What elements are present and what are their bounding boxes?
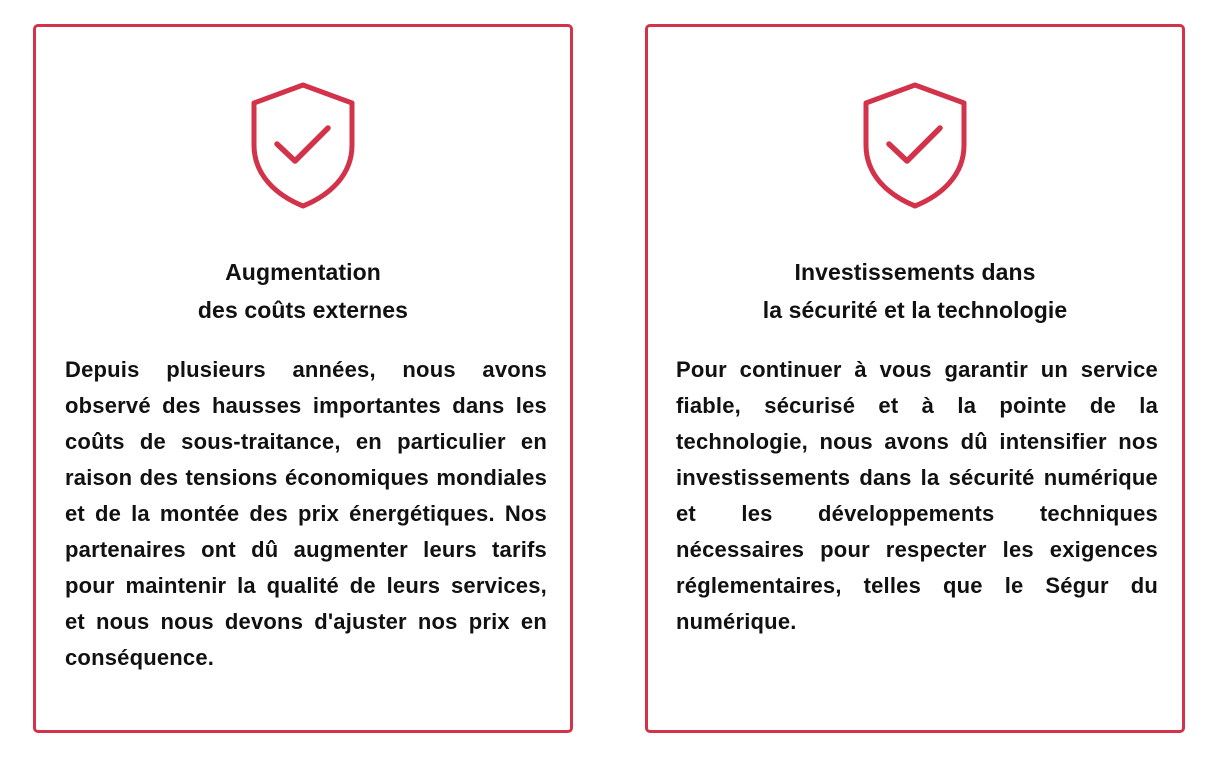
card-title bbox=[36, 253, 570, 329]
shield-check-icon bbox=[860, 79, 970, 211]
card-title-line: Augmentation bbox=[225, 259, 381, 285]
card-title-line: Investissements dans bbox=[794, 259, 1036, 285]
card-body: Depuis plusieurs années, nous avons observé des hausses importantes dans les coûts de sous-traitance, en particulier en raison des tensions économiques mondiales et de la montée des prix énergétiques. Nos partenaires ont dû augmenter leurs tarifs pour maintenir la qualité de leurs services, et nous nous devons d'ajuster nos prix en conséquence. bbox=[65, 357, 547, 670]
card-external-costs bbox=[33, 24, 573, 733]
card-security-investments bbox=[645, 24, 1185, 733]
card-body: Pour continuer à vous garantir un service fiable, sécurisé et à la pointe de la technologie, nous avons dû intensifier nos investissements dans la sécurité numérique et les développements techniques nécessaires pour respecter les exigences réglementaires, telles que le Ségur du numérique. bbox=[676, 357, 1158, 634]
card-title-line: des coûts externes bbox=[197, 297, 409, 323]
card-title bbox=[648, 253, 1182, 329]
shield-check-icon bbox=[248, 79, 358, 211]
card-title-line: la sécurité et la technologie bbox=[762, 297, 1068, 323]
